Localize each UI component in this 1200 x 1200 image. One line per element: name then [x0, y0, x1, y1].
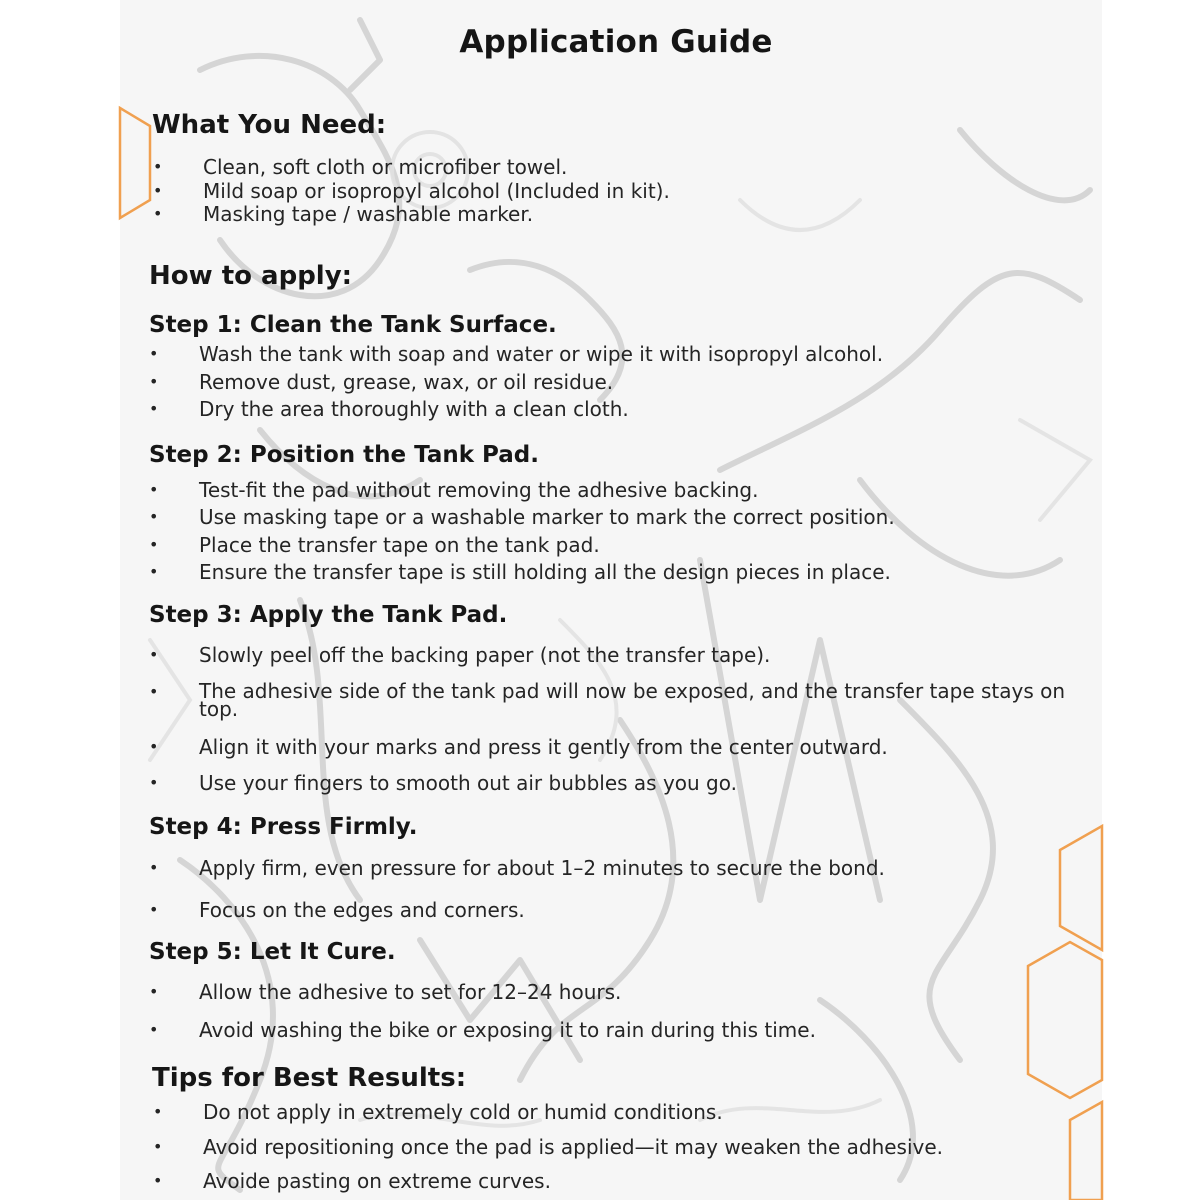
list-item: Use masking tape or a washable marker to mark the correct position.: [199, 505, 895, 529]
list-item: Avoid washing the bike or exposing it to rain during this time.: [199, 1018, 816, 1042]
step-1-title: Step 1: Clean the Tank Surface.: [149, 312, 557, 338]
list-item: Avoid repositioning once the pad is applied—it may weaken the adhesive.: [203, 1135, 944, 1159]
list-item: Remove dust, grease, wax, or oil residue.: [199, 370, 614, 394]
bullet: •: [153, 1102, 163, 1121]
list-item: Dry the area thoroughly with a clean cloth.: [199, 397, 629, 421]
bullet: •: [149, 1020, 159, 1039]
page-title: Application Guide: [459, 24, 773, 60]
bullet: •: [149, 344, 159, 363]
list-item: Slowly peel off the backing paper (not the transfer tape).: [199, 643, 771, 667]
bullet: •: [149, 773, 159, 792]
list-item: Do not apply in extremely cold or humid conditions.: [203, 1100, 723, 1124]
list-item: Focus on the edges and corners.: [199, 898, 525, 922]
bullet: •: [149, 399, 159, 418]
list-item: Wash the tank with soap and water or wipe it with isopropyl alcohol.: [199, 342, 884, 366]
bullet: •: [149, 982, 159, 1001]
bullet: •: [149, 737, 159, 756]
step-4-title: Step 4: Press Firmly.: [149, 814, 418, 840]
how-to-apply-heading: How to apply:: [149, 261, 353, 291]
step-2-title: Step 2: Position the Tank Pad.: [149, 442, 539, 468]
bullet: •: [149, 682, 159, 701]
bullet: •: [153, 1171, 163, 1190]
bullet: •: [149, 645, 159, 664]
list-item: Test-fit the pad without removing the adhesive backing.: [199, 478, 759, 502]
step-3-title: Step 3: Apply the Tank Pad.: [149, 602, 508, 628]
bullet: •: [153, 1137, 163, 1156]
bullet: •: [149, 562, 159, 581]
list-item: Align it with your marks and press it gently from the center outward.: [199, 735, 888, 759]
list-item: Avoide pasting on extreme curves.: [203, 1169, 551, 1193]
bullet: •: [153, 157, 163, 176]
list-item: Clean, soft cloth or microfiber towel.: [203, 155, 568, 179]
bullet: •: [153, 181, 163, 200]
tips-heading: Tips for Best Results:: [152, 1063, 467, 1093]
what-you-need-heading: What You Need:: [152, 110, 387, 140]
bullet: •: [149, 535, 159, 554]
bullet: •: [149, 507, 159, 526]
list-item: Place the transfer tape on the tank pad.: [199, 533, 600, 557]
list-item: The adhesive side of the tank pad will now be exposed, and the transfer tape stays on top.: [199, 679, 1066, 721]
bullet: •: [153, 204, 163, 223]
bullet: •: [149, 372, 159, 391]
list-item: Mild soap or isopropyl alcohol (Included in kit).: [203, 179, 670, 203]
list-item: Allow the adhesive to set for 12–24 hours.: [199, 980, 622, 1004]
list-item: Use your fingers to smooth out air bubbles as you go.: [199, 771, 737, 795]
bullet: •: [149, 858, 159, 877]
step-5-title: Step 5: Let It Cure.: [149, 939, 396, 965]
list-item: Apply firm, even pressure for about 1–2 minutes to secure the bond.: [199, 856, 885, 880]
bullet: •: [149, 900, 159, 919]
bullet: •: [149, 480, 159, 499]
list-item: Masking tape / washable marker.: [203, 202, 534, 226]
list-item: Ensure the transfer tape is still holding all the design pieces in place.: [199, 560, 891, 584]
